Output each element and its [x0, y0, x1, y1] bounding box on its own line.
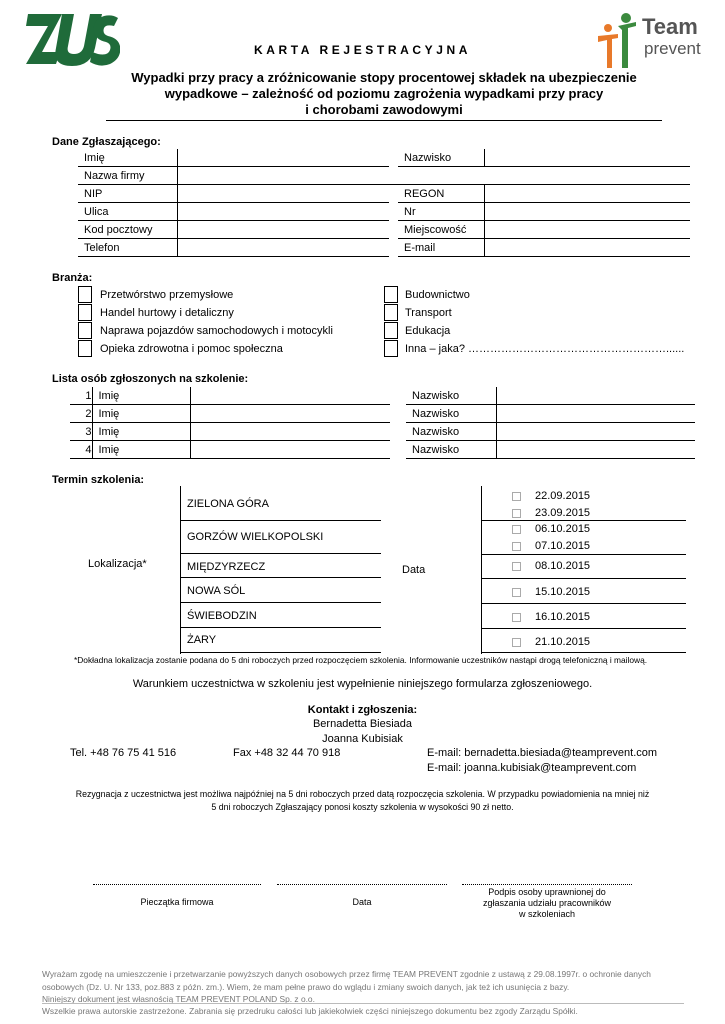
contact-email-1[interactable]: E-mail: bernadetta.biesiada@teamprevent.com	[427, 747, 658, 759]
training-title-line1: Wypadki przy pracy a zróżnicowanie stopy procentowej składek na ubezpieczenie	[131, 70, 637, 85]
authorized-signature-line[interactable]	[462, 884, 632, 885]
training-title-line2: wypadkowe – zależność od poziomu zagrożenia wypadkami przy pracy	[164, 86, 604, 101]
date-checkbox-icon	[512, 613, 521, 622]
date-column-label: Data	[402, 564, 426, 576]
footer-line-3: Niniejszy dokument jest własnością TEAM PREVENT POLAND Sp. z o.o.	[42, 994, 315, 1004]
industry-label-trade: Handel hurtowy i detaliczny	[100, 307, 234, 319]
date-label: Data	[352, 897, 372, 907]
authorized-signature-label: Podpis osoby uprawnionej do zgłaszania udziału pracowników w szkoleniach	[482, 887, 612, 919]
industry-checkbox-construction[interactable]	[384, 286, 398, 303]
industry-label-manufacturing: Przetwórstwo przemysłowe	[100, 289, 234, 301]
participant-first-name-field[interactable]	[190, 423, 390, 441]
location-miedzyrzecz: MIĘDZYRZECZ	[187, 561, 266, 573]
email-field[interactable]	[484, 239, 690, 257]
date-option[interactable]: 08.10.2015	[512, 560, 590, 572]
participant-first-name-label: Imię	[92, 423, 190, 441]
title-divider	[106, 120, 662, 121]
stamp-label: Pieczątka firmowa	[140, 897, 214, 907]
first-name-field[interactable]	[177, 149, 389, 167]
training-title-line3: i chorobami zawodowymi	[305, 102, 463, 117]
participant-last-name-label: Nazwisko	[406, 441, 496, 459]
participant-row	[70, 441, 695, 459]
industry-checkbox-trade[interactable]	[78, 304, 92, 321]
regon-field[interactable]	[484, 185, 690, 203]
applicant-table	[78, 149, 690, 257]
date-option[interactable]: 21.10.2015	[512, 636, 590, 648]
location-swiebodzin: ŚWIEBODZIN	[187, 610, 257, 622]
participant-last-name-field[interactable]	[496, 405, 695, 423]
resignation-line-1: Rezygnacja z uczestnictwa jest możliwa najpóźniej na 5 dni roboczych przed datą rozpoczęcia szkolenia. W przypadku powiadomienia na mniej niż	[75, 789, 650, 799]
last-name-field[interactable]	[484, 149, 690, 167]
contact-heading: Kontakt i zgłoszenia:	[307, 704, 418, 716]
number-field[interactable]	[484, 203, 690, 221]
postal-code-field[interactable]	[177, 221, 389, 239]
participant-first-name-label: Imię	[92, 405, 190, 423]
participant-number: 4	[70, 441, 92, 459]
street-field[interactable]	[177, 203, 389, 221]
company-name-field[interactable]	[177, 167, 690, 185]
regon-label: REGON	[398, 185, 484, 203]
resignation-line-2: 5 dni roboczych Zgłaszający ponosi koszty szkolenia w wysokości 90 zł netto.	[211, 801, 514, 812]
industry-label-construction: Budownictwo	[405, 289, 470, 301]
location-nowa-sol: NOWA SÓL	[187, 585, 246, 597]
applicant-heading: Dane Zgłaszającego:	[52, 136, 161, 148]
prevent-logo-word: prevent	[644, 39, 701, 58]
form-title: KARTA REJESTRACYJNA	[253, 43, 472, 57]
footer-line-1: Wyrażam zgodę na umieszczenie i przetwarzanie powyższych danych osobowych przez firmę TEAM PREVENT zgodnie z ustawą z 29.08.1997r. o ochronie danych	[42, 969, 651, 979]
industry-label-vehicle-repair: Naprawa pojazdów samochodowych i motocykli	[100, 325, 333, 337]
participant-first-name-field[interactable]	[190, 405, 390, 423]
industry-checkbox-transport[interactable]	[384, 304, 398, 321]
consent-footer	[42, 968, 702, 1006]
email-label: E-mail	[398, 239, 484, 257]
date-option[interactable]: 07.10.2015	[512, 540, 590, 552]
industry-label-education: Edukacja	[405, 325, 451, 337]
city-field[interactable]	[484, 221, 690, 239]
contact-phone: Tel. +48 76 75 41 516	[70, 747, 177, 759]
location-footnote: *Dokładna lokalizacja zostanie podana do 5 dni roboczych przed rozpoczęciem szkolenia. Informowanie uczestników nastąpi drogą telefoniczną i mailową.	[74, 655, 648, 665]
date-option[interactable]: 16.10.2015	[512, 611, 590, 623]
team-logo-word: Team	[642, 14, 698, 39]
participant-row	[70, 423, 695, 441]
date-signature-line[interactable]	[277, 884, 447, 885]
participant-last-name-field[interactable]	[496, 387, 695, 405]
date-checkbox-icon	[512, 638, 521, 647]
participant-first-name-field[interactable]	[190, 387, 390, 405]
team-figures-icon	[590, 12, 640, 70]
zus-logo-text: ZUS	[26, 12, 28, 13]
location-zary: ŻARY	[187, 634, 217, 646]
participant-first-name-label: Imię	[92, 441, 190, 459]
industry-checkbox-vehicle-repair[interactable]	[78, 322, 92, 339]
schedule-left-border	[180, 486, 181, 654]
date-checkbox-icon	[512, 588, 521, 597]
zus-logo	[26, 12, 120, 68]
training-title	[100, 70, 668, 118]
date-checkbox-icon	[512, 542, 521, 551]
team-prevent-logo	[590, 12, 715, 70]
date-option[interactable]: 15.10.2015	[512, 586, 590, 598]
nip-field[interactable]	[177, 185, 389, 203]
footer-divider	[42, 1003, 684, 1004]
participant-number: 3	[70, 423, 92, 441]
participant-last-name-label: Nazwisko	[406, 405, 496, 423]
participant-last-name-field[interactable]	[496, 441, 695, 459]
contact-fax: Fax +48 32 44 70 918	[233, 747, 341, 759]
schedule-heading: Termin szkolenia:	[52, 474, 145, 486]
city-label: Miejscowość	[398, 221, 484, 239]
participant-last-name-label: Nazwisko	[406, 387, 496, 405]
date-checkbox-icon	[512, 562, 521, 571]
participant-first-name-label: Imię	[92, 387, 190, 405]
number-label: Nr	[398, 203, 484, 221]
participant-last-name-label: Nazwisko	[406, 423, 496, 441]
industry-checkbox-other[interactable]	[384, 340, 398, 357]
location-zielona-gora: ZIELONA GÓRA	[187, 498, 269, 510]
date-option[interactable]: 06.10.2015	[512, 523, 590, 535]
phone-field[interactable]	[177, 239, 389, 257]
phone-label: Telefon	[78, 239, 177, 257]
date-checkbox-icon	[512, 492, 521, 501]
copyright-footer: Wszelkie prawa autorskie zastrzeżone. Zabrania się przedruku całości lub jakiekolwiek części niniejszego dokumentu bez zgody Zarządu Spółki.	[42, 1006, 578, 1016]
industry-checkbox-manufacturing[interactable]	[78, 286, 92, 303]
stamp-signature-line[interactable]	[93, 884, 261, 885]
industry-checkbox-education[interactable]	[384, 322, 398, 339]
footer-line-2: osobowych (Dz. U. Nr 133, poz.883 z późn. zm.). Wiem, że mam pełne prawo do wglądu i zmiany swoich danych, jak też ich usunięcia z bazy.	[42, 981, 570, 992]
participants-heading: Lista osób zgłoszonych na szkolenie:	[52, 373, 249, 385]
date-checkbox-icon	[512, 509, 521, 518]
postal-code-label: Kod pocztowy	[78, 221, 177, 239]
industry-label-other: Inna – jaka? ………………………………………………......	[405, 343, 685, 355]
last-name-label: Nazwisko	[398, 149, 484, 167]
contact-email-2[interactable]: E-mail: joanna.kubisiak@teamprevent.com	[427, 762, 637, 774]
location-column-label: Lokalizacja*	[88, 558, 147, 570]
nip-label: NIP	[78, 185, 177, 203]
participant-row	[70, 405, 695, 423]
contact-person-1: Bernadetta Biesiada	[312, 718, 413, 730]
participant-last-name-field[interactable]	[496, 423, 695, 441]
participant-number: 1	[70, 387, 92, 405]
first-name-label: Imię	[78, 149, 177, 167]
company-name-label: Nazwa firmy	[78, 167, 177, 185]
location-gorzow: GORZÓW WIELKOPOLSKI	[187, 531, 324, 543]
contact-person-2: Joanna Kubisiak	[322, 733, 403, 745]
street-label: Ulica	[78, 203, 177, 221]
date-option[interactable]: 23.09.2015	[512, 507, 590, 519]
participants-table	[70, 387, 695, 459]
industry-label-transport: Transport	[405, 307, 452, 319]
date-checkbox-icon	[512, 525, 521, 534]
date-option[interactable]: 22.09.2015	[512, 490, 590, 502]
industry-label-healthcare: Opieka zdrowotna i pomoc społeczna	[100, 343, 283, 355]
industry-checkbox-healthcare[interactable]	[78, 340, 92, 357]
resignation-policy	[0, 788, 725, 813]
participant-first-name-field[interactable]	[190, 441, 390, 459]
participant-number: 2	[70, 405, 92, 423]
participant-row	[70, 387, 695, 405]
condition-text: Warunkiem uczestnictwa w szkoleniu jest wypełnienie niniejszego formularza zgłoszeniowego.	[132, 678, 593, 690]
industry-heading: Branża:	[52, 272, 93, 284]
